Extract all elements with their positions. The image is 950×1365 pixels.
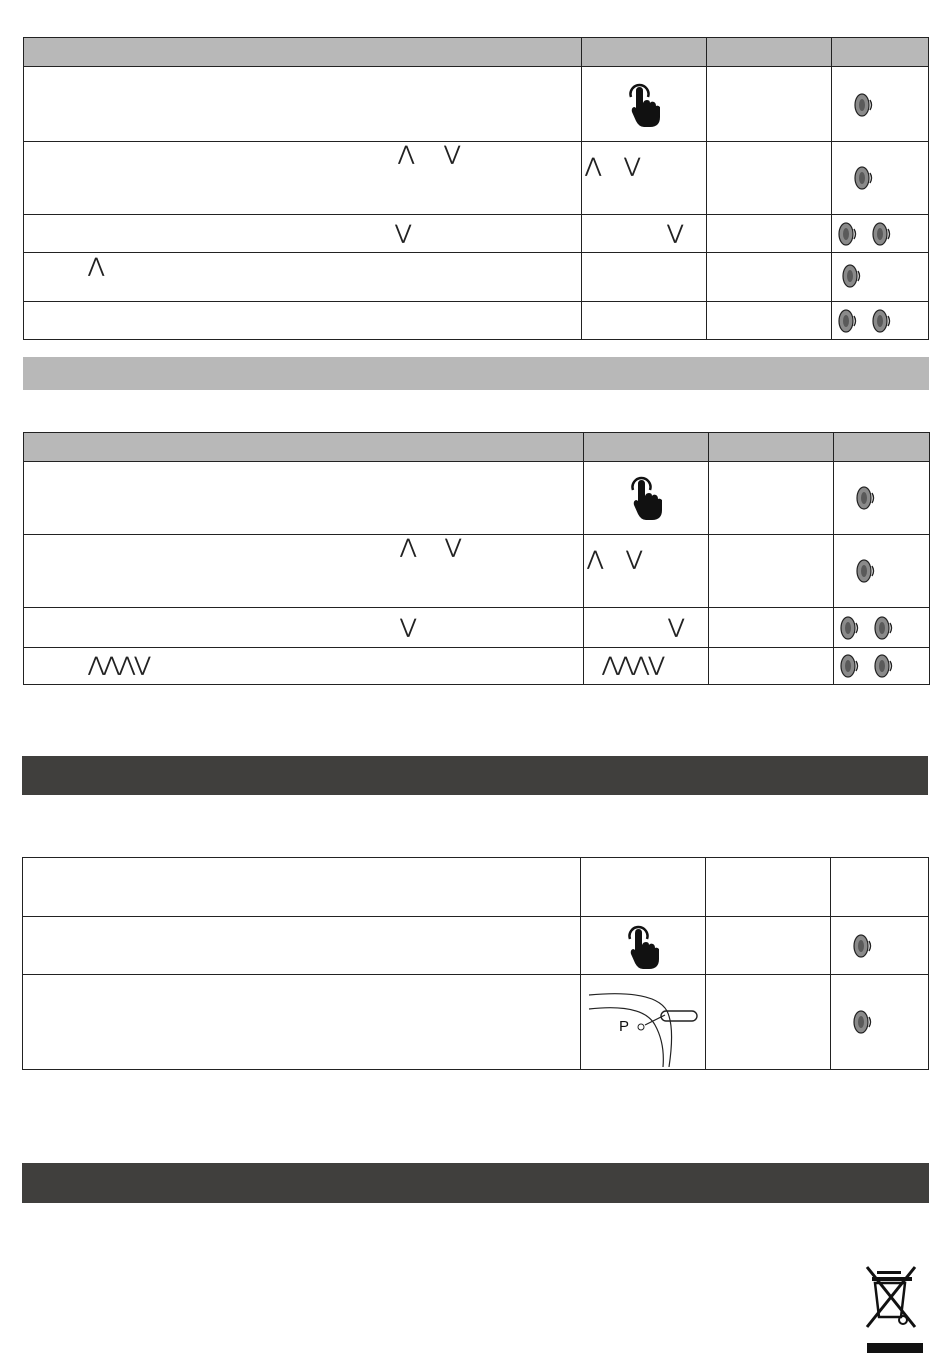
- chevron-down-icon: ⋁: [444, 143, 461, 165]
- chevron-up-icon: ⋀: [398, 143, 415, 165]
- crossed-out-wheelie-bin-icon: [864, 1263, 926, 1359]
- table-row: [24, 142, 929, 215]
- chevron-sequence-icon: ⋀⋀⋀⋁: [602, 654, 664, 676]
- chevron-sequence-icon: ⋀⋀⋀⋁: [88, 654, 150, 676]
- table-header-row: [24, 38, 929, 67]
- buzzer-speaker-icon: [840, 616, 862, 640]
- procedure-table-1: [23, 37, 929, 340]
- buzzer-speaker-icon: [856, 559, 878, 583]
- chevron-down-icon: ⋁: [445, 536, 462, 558]
- chevron-up-icon: ⋀: [88, 255, 105, 277]
- buzzer-speaker-icon: [872, 309, 894, 333]
- buzzer-speaker-icon: [854, 93, 876, 117]
- buzzer-speaker-icon: [840, 654, 862, 678]
- chevron-down-icon: ⋁: [400, 616, 417, 638]
- table-row: [24, 648, 930, 685]
- table-row: [23, 975, 929, 1070]
- table-row: [23, 917, 929, 975]
- chevron-down-icon: ⋁: [395, 222, 412, 244]
- buzzer-speaker-icon: [854, 166, 876, 190]
- buzzer-speaker-icon: [838, 222, 860, 246]
- buzzer-speaker-icon: [853, 934, 875, 958]
- buzzer-speaker-icon: [856, 486, 878, 510]
- table-row: [24, 302, 929, 340]
- section-heading-bar: [23, 357, 929, 390]
- chevron-down-icon: ⋁: [668, 616, 685, 638]
- touch-hand-icon: [626, 79, 662, 129]
- touch-hand-icon: [628, 472, 664, 522]
- procedure-table-3: [22, 857, 929, 1070]
- chevron-down-icon: ⋁: [624, 155, 641, 177]
- table-row: [24, 67, 929, 142]
- table-row: [23, 858, 929, 917]
- table-header-row: [24, 433, 930, 462]
- chevron-down-icon: ⋁: [626, 548, 643, 570]
- chevron-up-icon: ⋀: [585, 155, 602, 177]
- buzzer-speaker-icon: [838, 309, 860, 333]
- diagram-label-p: P: [619, 1018, 630, 1035]
- buzzer-speaker-icon: [874, 654, 896, 678]
- section-heading-bar: [22, 756, 928, 795]
- chevron-down-icon: ⋁: [667, 222, 684, 244]
- section-heading-bar: [22, 1163, 929, 1203]
- buzzer-speaker-icon: [872, 222, 894, 246]
- reset-button-diagram: [585, 981, 703, 1067]
- table-row: [24, 462, 930, 535]
- chevron-up-icon: ⋀: [400, 536, 417, 558]
- table-row: [24, 253, 929, 302]
- chevron-up-icon: ⋀: [587, 548, 604, 570]
- buzzer-speaker-icon: [853, 1010, 875, 1034]
- buzzer-speaker-icon: [842, 264, 864, 288]
- table-row: [24, 535, 930, 608]
- buzzer-speaker-icon: [874, 616, 896, 640]
- touch-hand-icon: [625, 921, 661, 971]
- table-row: [24, 608, 930, 648]
- table-row: [24, 215, 929, 253]
- procedure-table-2: [23, 432, 930, 685]
